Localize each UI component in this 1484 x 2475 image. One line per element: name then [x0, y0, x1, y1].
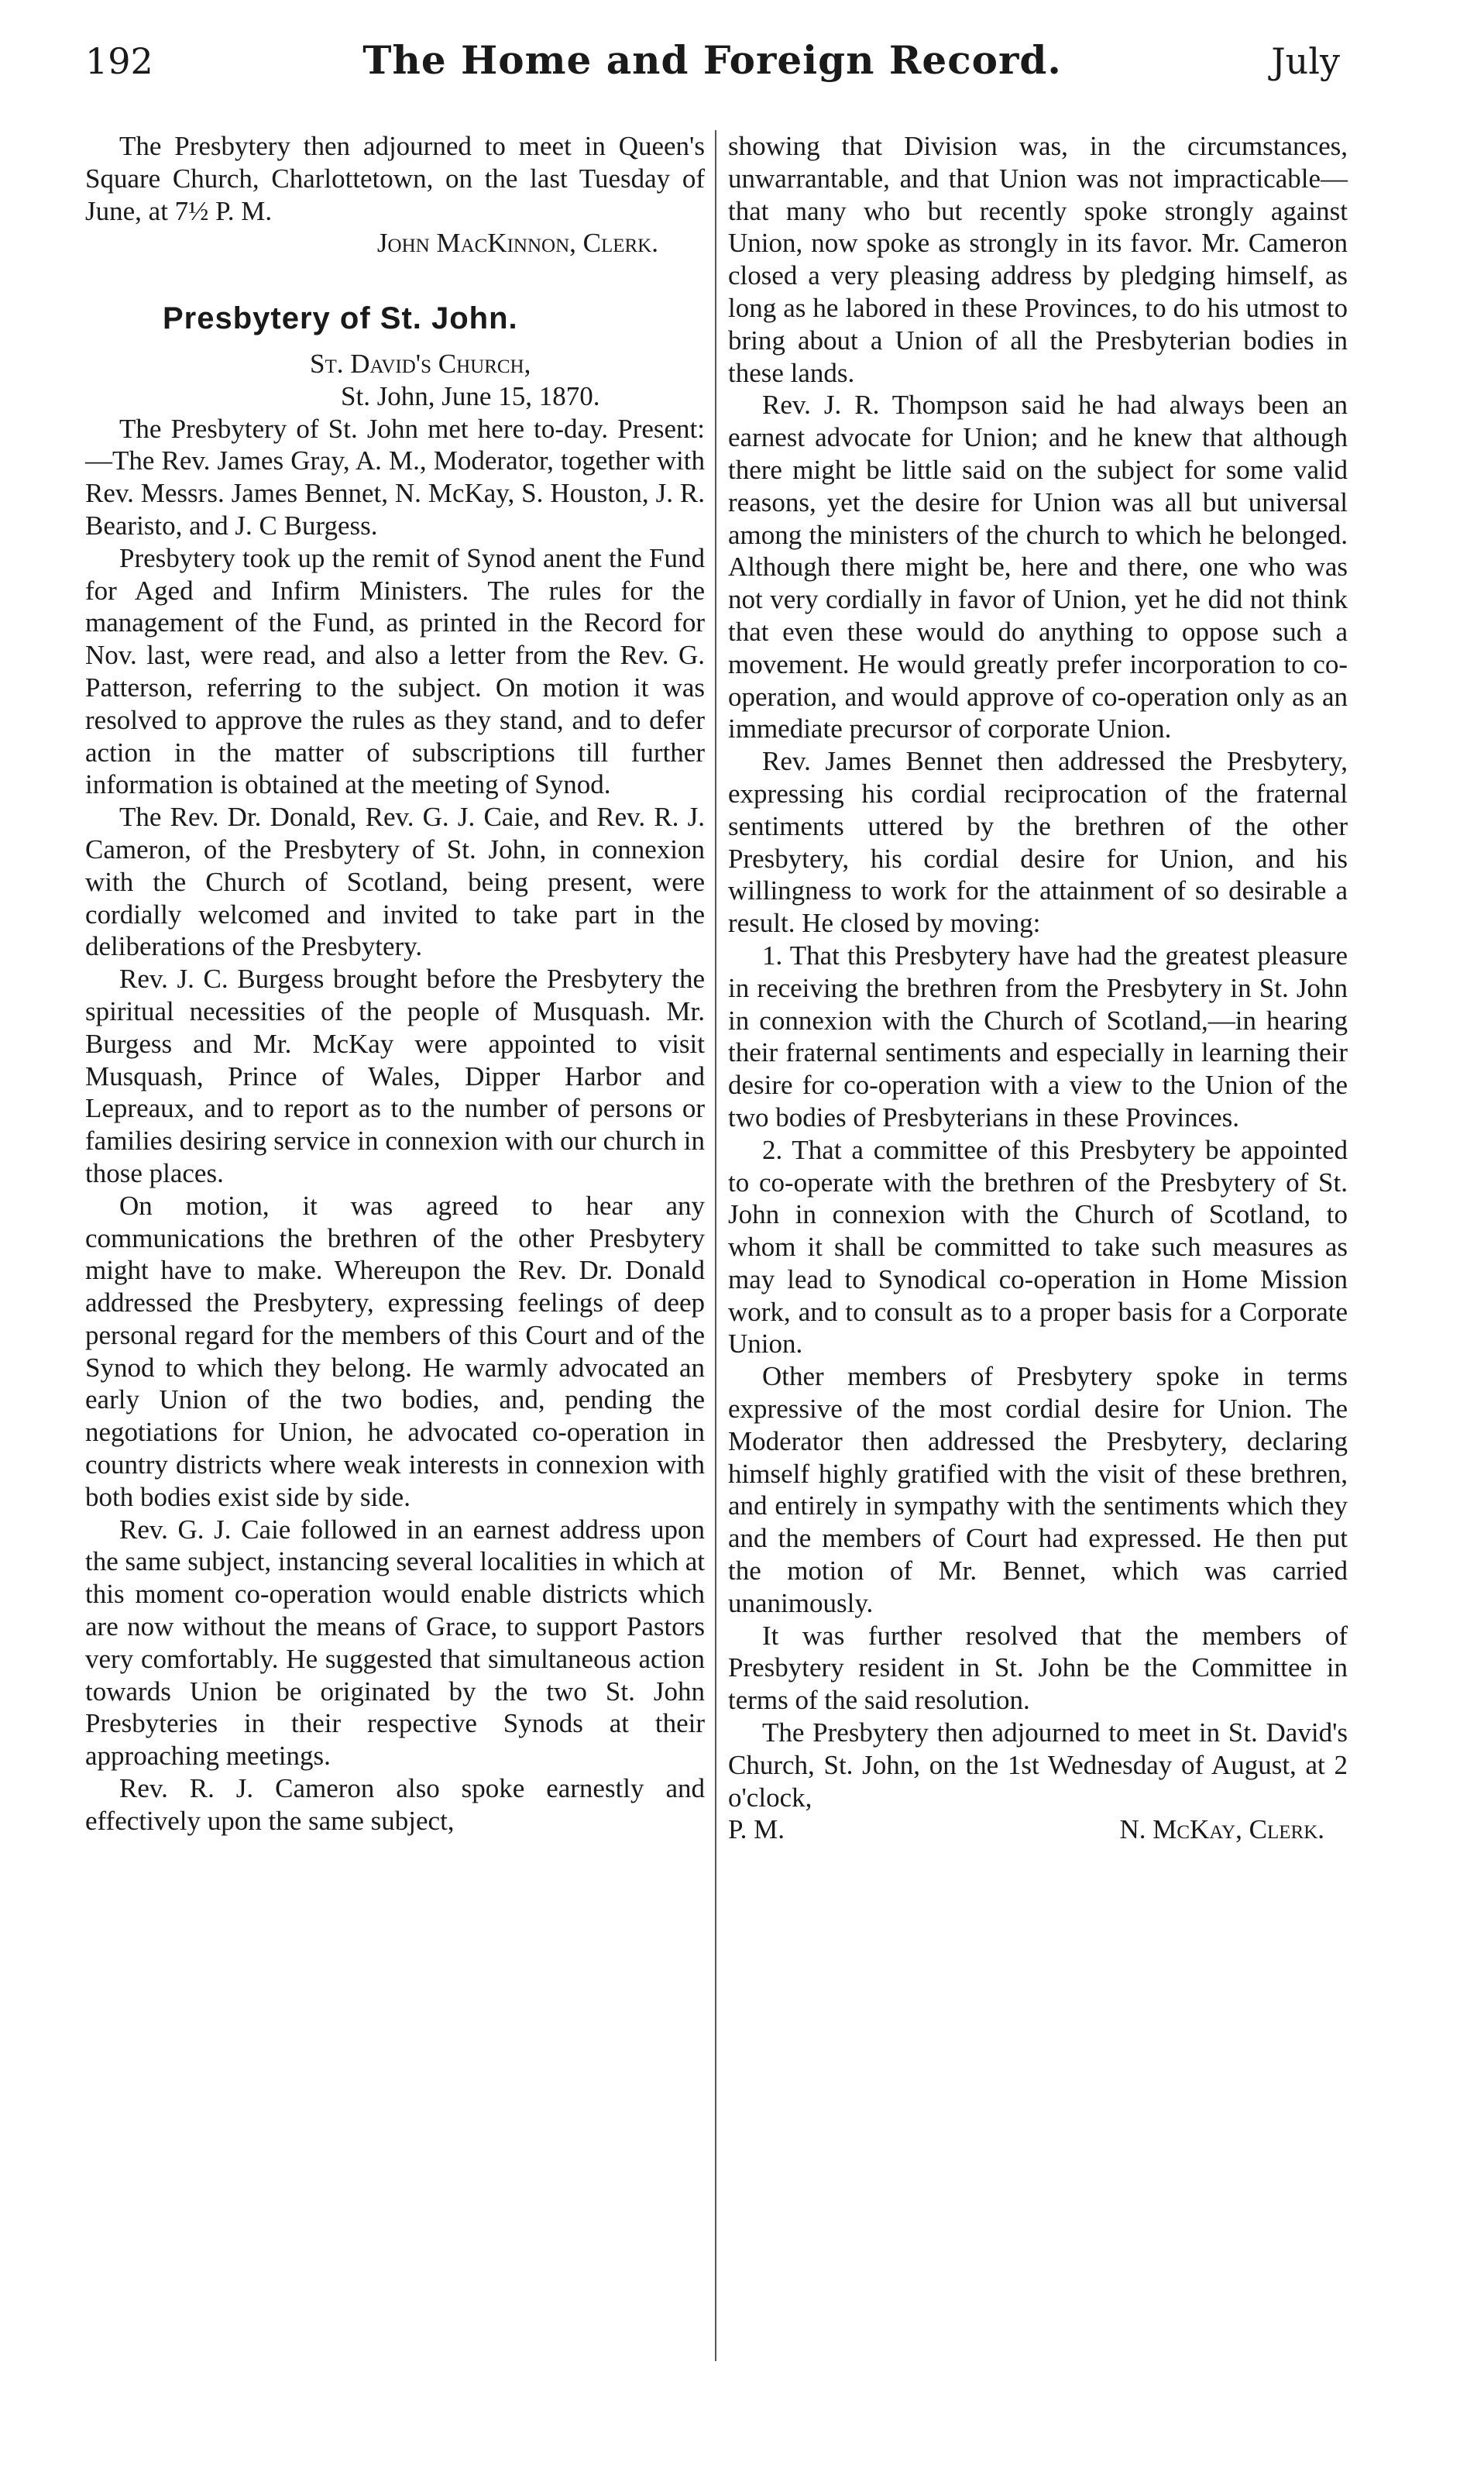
dateline-date: St. John, June 15, 1870. — [341, 380, 600, 411]
document-page — [85, 37, 1348, 1845]
paragraph: showing that Division was, in the circumstances, unwarrantable, and that Union was not impracticable—that many who but recently spoke strongly against Union, now spoke as strongly in its favor. Mr. Cameron closed a very pleasing address by pledging himself, as long as he labored in these Provinces, to do his utmost to bring about a Union of all the Presbyterian bodies in these lands. — [728, 131, 1348, 388]
paragraph: Rev. G. J. Caie followed in an earnest address upon the same subject, instancing several localities in which at this moment co-operation would enable districts which are now without the means of Grace, to support Pastors very comfortably. He suggested that simultaneous action towards Union be originated by the two St. John Presbyteries in their respective Synods at their approaching meetings. — [85, 1514, 705, 1772]
resolution-1: 1. That this Presbytery have had the greatest pleasure in receiving the brethren from the Presbytery in St. John in connexion with the Church of Scotland,—in hearing their fraternal sentiments and especially in learning their desire for co-operation with a view to the Union of the two bodies of Presbyterians in these Provinces. — [728, 940, 1348, 1133]
dateline-place: St. David's Church, — [310, 348, 531, 379]
issue-month: July — [1271, 40, 1340, 82]
paragraph: It was further resolved that the members of Presbytery resident in St. John be the Committee in terms of the said resolution. — [728, 1620, 1348, 1716]
clerk-signature: N. McKay, Clerk. — [1119, 1814, 1324, 1845]
column-divider — [715, 130, 716, 2361]
right-column — [728, 130, 1348, 1846]
page-header — [85, 37, 1340, 99]
final-pm: P. M. — [728, 1814, 785, 1845]
paragraph: The Presbytery then adjourned to meet in St. David's Church, St. John, on the 1st Wednesday of August, at 2 o'clock, — [728, 1717, 1348, 1813]
paragraph: Rev. J. C. Burgess brought before the Presbytery the spiritual necessities of the people of Musquash. Mr. Burgess and Mr. McKay were appointed to visit Musquash, Prince of Wales, Dipper Harbor and Lepreaux, and to report as to the number of persons or families desiring service in connexion with our church in those places. — [85, 964, 705, 1188]
clerk-signature: John MacKinnon, Clerk. — [376, 228, 658, 259]
paragraph: Rev. J. R. Thompson said he had always been an earnest advocate for Union; and he knew that although there might be little said on the subject for some valid reasons, yet the desire for Union was all but universal among the ministers of the church to which he belonged. Although there might be, here and there, one who was not very cordially in favor of Union, yet he did not think that even these would do anything to oppose such a movement. He would greatly prefer incorporation to co-operation, and would approve of co-operation only as an immediate precursor of corporate Union. — [728, 390, 1348, 744]
paragraph: Other members of Presbytery spoke in terms expressive of the most cordial desire for Union. The Moderator then addressed the Presbytery, declaring himself highly gratified with the visit of these brethren, and entirely in sympathy with the sentiments which they and the members of Court had expressed. He then put the motion of Mr. Bennet, which was carried unanimously. — [728, 1361, 1348, 1618]
resolution-2: 2. That a committee of this Presbytery be appointed to co-operate with the brethren of the Presbytery of St. John in connexion with the Church of Scotland, to whom it shall be committed to take such measures as may lead to Synodical co-operation in Home Mission work, and to consult as to a proper basis for a Corporate Union. — [728, 1134, 1348, 1360]
paragraph: Rev. R. J. Cameron also spoke earnestly and effectively upon the same subject, — [85, 1773, 705, 1836]
text-columns — [85, 130, 1348, 2361]
dateline — [85, 348, 705, 413]
running-title: The Home and Foreign Record. — [362, 37, 1062, 83]
paragraph: The Rev. Dr. Donald, Rev. G. J. Caie, and Rev. R. J. Cameron, of the Presbytery of St. John, in connexion with the Church of Scotland, being present, were cordially welcomed and invited to take part in the deliberations of the Presbytery. — [85, 802, 705, 962]
left-column — [85, 130, 705, 1837]
section-title: Presbytery of St. John. — [163, 301, 518, 336]
paragraph: Presbytery took up the remit of Synod anent the Fund for Aged and Infirm Ministers. The rules for the management of the Fund, as printed in the Record for Nov. last, were read, and also a letter from the Rev. G. Patterson, referring to the subject. On motion it was resolved to approve the rules as they stand, and to defer action in the matter of subscriptions till further information is obtained at the meeting of Synod. — [85, 542, 705, 800]
page-number: 192 — [85, 40, 153, 82]
paragraph: The Presbytery then adjourned to meet in Queen's Square Church, Charlottetown, on the last Tuesday of June, at 7½ P. M. — [85, 131, 705, 226]
paragraph: On motion, it was agreed to hear any communications the brethren of the other Presbytery might have to make. Whereupon the Rev. Dr. Donald addressed the Presbytery, expressing feelings of deep personal regard for the members of this Court and of the Synod to which they belong. He warmly advocated an early Union of the two bodies, and, pending the negotiations for Union, he advocated co-operation in country districts where weak interests in connexion with both bodies exist side by side. — [85, 1190, 705, 1512]
paragraph: Rev. James Bennet then addressed the Presbytery, expressing his cordial reciprocation of the fraternal sentiments uttered by the brethren of the other Presbytery, his cordial desire for Union, and his willingness to work for the attainment of so desirable a result. He closed by moving: — [728, 746, 1348, 939]
paragraph: The Presbytery of St. John met here to-day. Present:—The Rev. James Gray, A. M., Moderator, together with Rev. Messrs. James Bennet, N. McKay, S. Houston, J. R. Bearisto, and J. C Burgess. — [85, 413, 705, 541]
final-line — [728, 1813, 1348, 1846]
